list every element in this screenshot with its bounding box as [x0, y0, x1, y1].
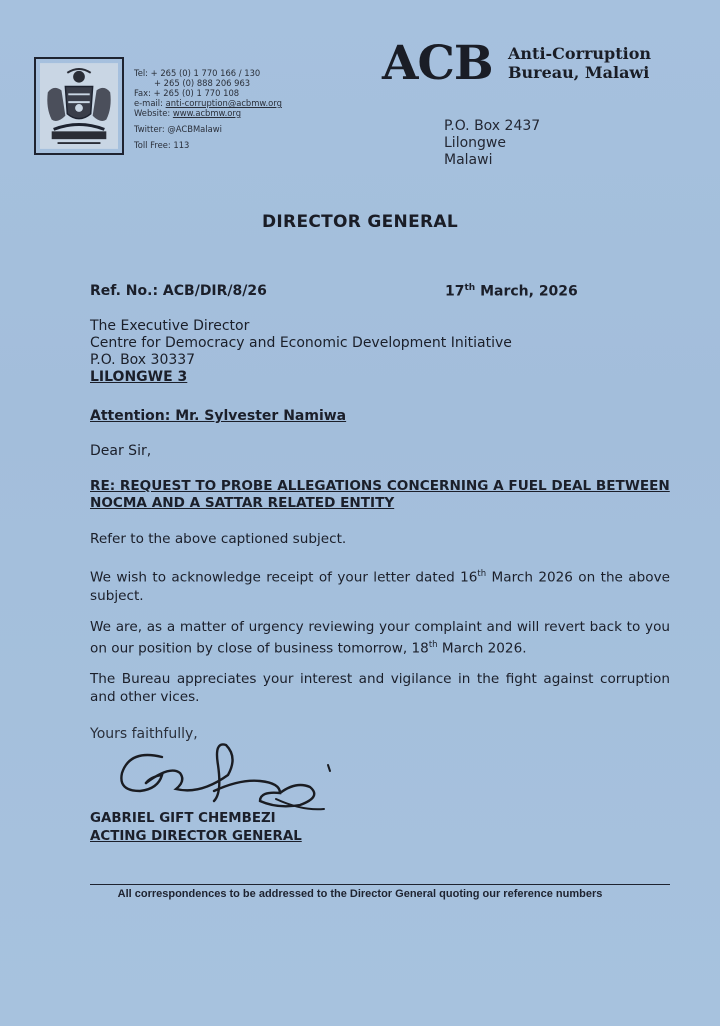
reference-number: Ref. No.: ACB/DIR/8/26	[90, 283, 267, 299]
toll-free-line: Toll Free: 113	[134, 140, 190, 150]
date-day: 17	[445, 283, 465, 300]
signatory-name: GABRIEL GIFT CHEMBEZI	[90, 811, 276, 826]
address-line: P.O. Box 2437	[444, 118, 541, 134]
telephone-line-1: Tel: + 265 (0) 1 770 166 / 130	[134, 68, 261, 78]
acb-logo-acronym: ACB	[382, 36, 493, 91]
recipient-block	[90, 318, 512, 386]
paragraph-text: We wish to acknowledge receipt of your letter dated 16	[90, 569, 478, 586]
signatory-title: ACTING DIRECTOR GENERAL	[90, 829, 302, 844]
handwritten-signature	[110, 735, 340, 815]
coat-of-arms-emblem	[34, 57, 124, 155]
body-paragraph-4: The Bureau appreciates your interest and vigilance in the fight against corruption and other vices.	[90, 671, 670, 705]
address-line: Malawi	[444, 152, 493, 168]
paragraph-text: March 2026.	[437, 640, 527, 657]
date-month-year: March, 2026	[475, 283, 578, 300]
body-paragraph-3	[90, 618, 670, 658]
address-line: Lilongwe	[444, 135, 506, 151]
page-title: DIRECTOR GENERAL	[262, 212, 458, 232]
closing-line: Yours faithfully,	[90, 726, 198, 742]
postal-address	[444, 118, 540, 169]
telephone-line-2: + 265 (0) 888 206 963	[154, 78, 251, 88]
recipient-organization: Centre for Democracy and Economic Development Initiative	[90, 335, 512, 351]
fax-line: Fax: + 265 (0) 1 770 108	[134, 88, 240, 98]
org-name-line-1: Anti-Corruption	[508, 44, 652, 63]
footer-divider	[90, 884, 670, 885]
org-name-line-2: Bureau, Malawi	[508, 63, 650, 82]
recipient-city: LILONGWE 3	[90, 369, 188, 385]
signature-icon	[110, 735, 340, 815]
footer-note: All correspondences to be addressed to the Director General quoting our reference numbers	[117, 888, 603, 900]
contact-details	[134, 68, 282, 150]
body-paragraph-1: Refer to the above captioned subject.	[90, 531, 347, 547]
salutation: Dear Sir,	[90, 443, 152, 459]
email-link[interactable]: anti-corruption@acbmw.org	[165, 98, 282, 108]
ordinal-suffix: th	[477, 569, 487, 579]
paragraph-text: March 2026 on the above subject.	[90, 569, 670, 604]
paragraph-text: We are, as a matter of urgency reviewing your complaint and will revert back to you on our position by close of business tomorrow, 18	[90, 619, 670, 657]
recipient-box: P.O. Box 30337	[90, 352, 196, 368]
attention-line: Attention: Mr. Sylvester Namiwa	[90, 408, 347, 424]
subject-line: RE: REQUEST TO PROBE ALLEGATIONS CONCERNING A FUEL DEAL BETWEEN NOCMA AND A SATTAR RELATED ENTITY	[90, 478, 670, 511]
signatory-block	[90, 810, 302, 846]
body-paragraph-2	[90, 565, 670, 605]
website-link[interactable]: www.acbmw.org	[172, 108, 242, 118]
email-line	[134, 98, 282, 108]
twitter-line: Twitter: @ACBMalawi	[134, 124, 222, 134]
letter-date	[445, 283, 578, 300]
acb-organization-name	[508, 44, 651, 82]
recipient-title: The Executive Director	[90, 318, 250, 334]
website-line	[134, 108, 282, 118]
date-suffix: th	[464, 283, 476, 293]
ordinal-suffix: th	[428, 640, 438, 650]
coat-of-arms-icon	[40, 63, 118, 149]
email-label: e-mail:	[134, 98, 166, 108]
website-label: Website:	[134, 108, 173, 118]
